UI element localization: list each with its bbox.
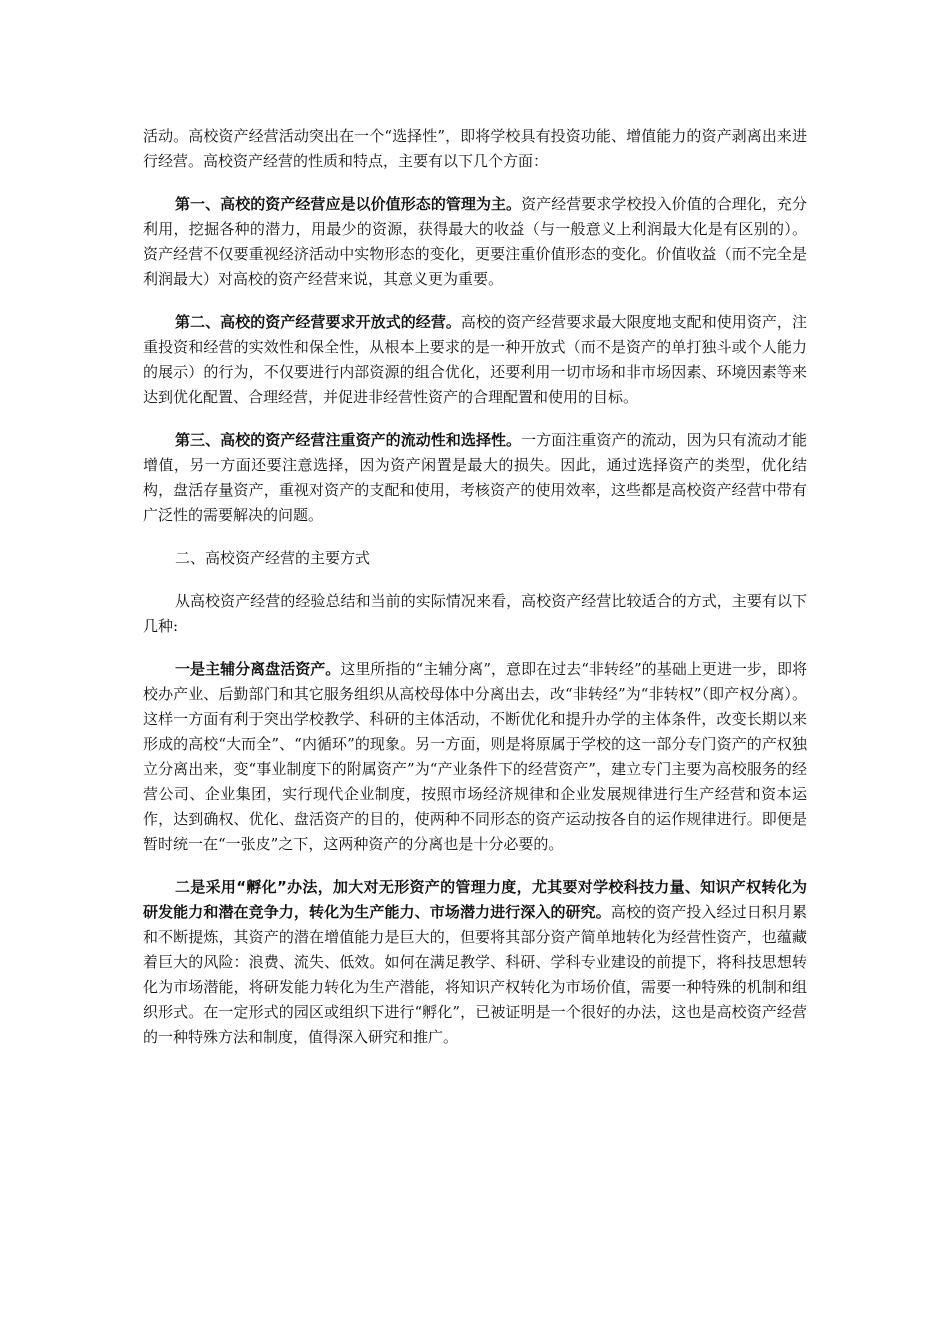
method-2-text: 高校的资产投入经过日积月累和不断提炼，其资产的潜在增值能力是巨大的，但要将其部分资产简单地转化为经营性资产，也蕴藏着巨大的风险：浪费、流失、低效。如何在满足教学、科研、学科专业建设的前提下，将科技思想转化为市场潜能，将研发能力转化为生产潜能，将知识产权转化为市场价值，需要一种特殊的机制和组织形式。在一定形式的园区或组织下进行“孵化”，已被证明是一个很好的办法，这也是高校资产经营的一种特殊方法和制度，值得深入研究和推广。 <box>143 903 807 1046</box>
method-1-lead: 一是主辅分离盘活资产。 <box>175 660 341 678</box>
point-2-lead: 第二、高校的资产经营要求开放式的经营。 <box>175 313 461 331</box>
point-3-paragraph <box>143 428 807 528</box>
document-page <box>143 124 807 1068</box>
point-1-paragraph <box>143 192 807 292</box>
point-2-text: 高校的资产经营要求最大限度地支配和使用资产，注重投资和经营的实效性和保全性，从根本上要求的是一种开放式（而不是资产的单打独斗或个人能力的展示）的行为，不仅要进行内部资源的组合优化，还要利用一切市场和非市场因素、环境因素等来达到优化配置、合理经营，并促进非经营性资产的合理配置和使用的目标。 <box>143 313 807 406</box>
point-2-paragraph <box>143 310 807 410</box>
point-3-text: 一方面注重资产的流动，因为只有流动才能增值，另一方面还要注意选择，因为资产闲置是最大的损失。因此，通过选择资产的类型，优化结构，盘活存量资产，重视对资产的支配和使用，考核资产的使用效率，这些都是高校资产经营中带有广泛性的需要解决的问题。 <box>143 431 807 524</box>
point-3-lead: 第三、高校的资产经营注重资产的流动性和选择性。 <box>175 431 522 449</box>
point-1-lead: 第一、高校的资产经营应是以价值形态的管理为主。 <box>175 195 522 213</box>
method-2-lead: 二是采用“孵化”办法，加大对无形资产的管理力度，尤其要对学校科技力量、知识产权转化为研发能力和潜在竞争力，转化为生产能力、市场潜力进行深入的研究。 <box>143 878 807 921</box>
intro-paragraph: 活动。高校资产经营活动突出在一个“选择性”，即将学校具有投资功能、增值能力的资产剥离出来进行经营。高校资产经营的性质和特点，主要有以下几个方面： <box>143 127 807 170</box>
method-1-text: 这里所指的“主辅分离”，意即在过去“非转经”的基础上更进一步，即将校办产业、后勤部门和其它服务组织从高校母体中分离出去，改“非转经”为“非转权”（即产权分离）。这样一方面有利于突出学校教学、科研的主体活动，不断优化和提升办学的主体条件，改变长期以来形成的高校“大而全”、“内循环”的现象。另一方面，则是将原属于学校的这一部分专门资产的产权独立分离出来，变“事业制度下的附属资产”为“产业条件下的经营资产”，建立专门主要为高校服务的经营公司、企业集团，实行现代企业制度，按照市场经济规律和企业发展规律进行生产经营和资本运作，达到确权、优化、盘活资产的目的，使两种不同形态的资产运动按各自的运作规律进行。即便是暂时统一在“一张皮”之下，这两种资产的分离也是十分必要的。 <box>143 660 807 853</box>
method-2-paragraph <box>143 875 807 1050</box>
method-1-paragraph <box>143 657 807 857</box>
section-2-heading: 二、高校资产经营的主要方式 <box>175 549 371 567</box>
point-1-text: 资产经营要求学校投入价值的合理化，充分利用，挖掘各种的潜力，用最少的资源，获得最大的收益（与一般意义上利润最大化是有区别的）。资产经营不仅要重视经济活动中实物形态的变化，更要注重价值形态的变化。价值收益（而不完全是利润最大）对高校的资产经营来说，其意义更为重要。 <box>143 195 807 288</box>
section-2-intro: 从高校资产经营的经验总结和当前的实际情况来看，高校资产经营比较适合的方式，主要有以下几种: <box>143 592 807 635</box>
